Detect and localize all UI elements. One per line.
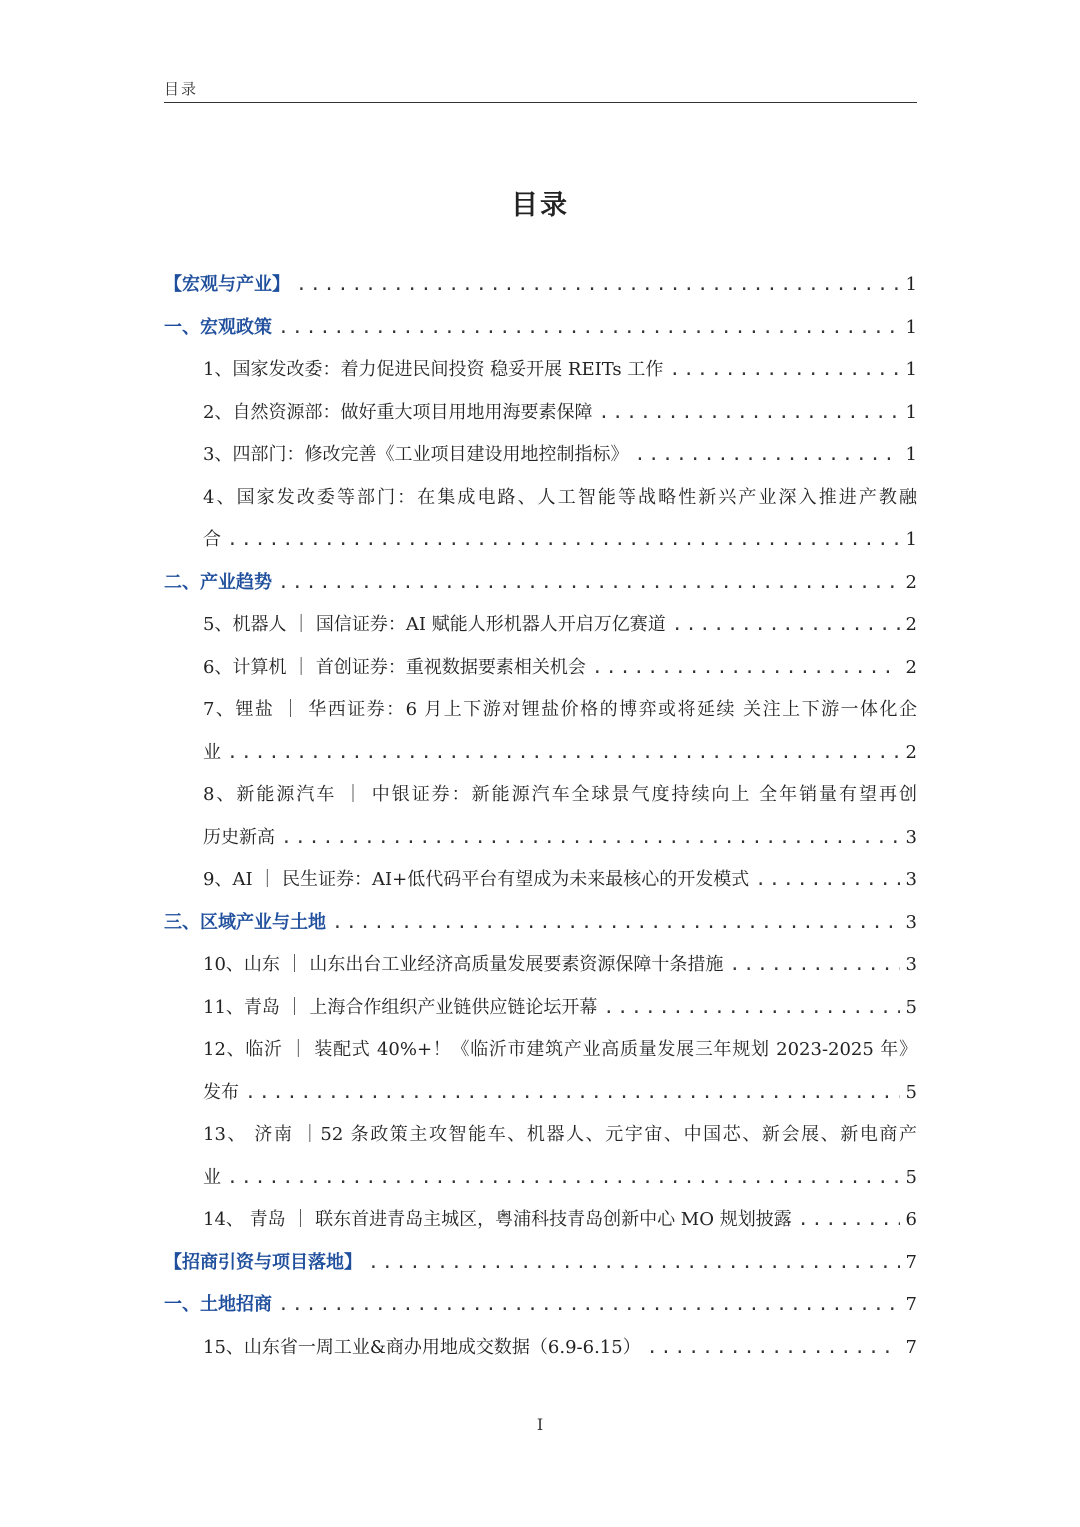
toc-entry[interactable] <box>164 1157 917 1200</box>
toc-page-number: 3 <box>905 869 917 890</box>
toc-entry-title: 1、国家发改委：着力促进民间投资 稳妥开展 REITs 工作 <box>203 359 664 380</box>
toc-page-number: 1 <box>905 316 917 338</box>
toc-entry[interactable] <box>164 519 917 562</box>
toc-dot-leader <box>332 902 900 945</box>
toc-entry[interactable] <box>164 689 917 732</box>
toc-entry-title: 7、锂盐 ｜ 华西证券：6 月上下游对锂盐价格的博弈或将延续 关注上下游一体化企 <box>203 699 917 720</box>
toc-page-number: 7 <box>905 1336 917 1358</box>
toc-entry-title: 业 <box>203 741 221 763</box>
toc-dot-leader <box>798 1199 900 1242</box>
toc-page-number: 7 <box>905 1294 917 1315</box>
toc-entry[interactable] <box>164 434 917 477</box>
toc-entry-title: 8、新能源汽车 ｜ 中银证券：新能源汽车全球景气度持续向上 全年销量有望再创 <box>203 784 917 805</box>
toc-entry[interactable] <box>164 859 917 902</box>
toc-entry-title: 三、区域产业与土地 <box>164 911 326 933</box>
toc-page-number: 2 <box>905 571 917 593</box>
toc-entry[interactable] <box>164 1072 917 1115</box>
toc-entry[interactable] <box>164 732 917 775</box>
toc-entry[interactable] <box>164 604 917 647</box>
toc-dot-leader <box>278 307 900 350</box>
toc-entry-title: 12、临沂 ｜ 装配式 40%+！《临沂市建筑产业高质量发展三年规划 2023-2025 年》 <box>203 1039 917 1060</box>
toc-page-number: 1 <box>905 274 917 295</box>
page-title: 目录 <box>511 190 569 221</box>
toc-entry[interactable] <box>164 774 917 817</box>
toc-page-number: 1 <box>905 444 917 465</box>
toc-page-number: 3 <box>905 911 917 933</box>
toc-dot-leader <box>634 434 899 477</box>
toc-page-number: 5 <box>905 1166 917 1188</box>
toc-dot-leader <box>669 349 899 392</box>
toc-dot-leader <box>647 1327 900 1370</box>
toc-dot-leader <box>227 732 900 775</box>
toc-entry-title: 发布 <box>203 1081 239 1103</box>
toc-entry[interactable] <box>164 264 917 307</box>
toc-dot-leader <box>368 1242 900 1285</box>
toc-entry[interactable] <box>164 987 917 1030</box>
toc-entry-title: 5、机器人 ｜ 国信证券：AI 赋能人形机器人开启万亿赛道 <box>203 614 666 635</box>
toc-dot-leader <box>278 1284 900 1327</box>
page-number: I <box>536 1415 544 1434</box>
toc-dot-leader <box>227 1157 900 1200</box>
toc-entry-title: 二、产业趋势 <box>164 571 272 593</box>
toc-entry[interactable] <box>164 392 917 435</box>
toc-page-number: 5 <box>905 1081 917 1103</box>
toc-page-number: 6 <box>905 1209 917 1230</box>
toc-page-number: 2 <box>905 741 917 763</box>
toc-entry[interactable] <box>164 1114 917 1157</box>
toc-entry-title: 3、四部门：修改完善《工业项目建设用地控制指标》 <box>203 444 629 465</box>
toc-entry[interactable] <box>164 902 917 945</box>
toc-dot-leader <box>755 859 899 902</box>
toc-dot-leader <box>281 817 900 860</box>
toc-entry[interactable] <box>164 1242 917 1285</box>
toc-entry[interactable] <box>164 647 917 690</box>
toc-page-number: 1 <box>905 529 917 550</box>
toc-entry-title: 【招商引资与项目落地】 <box>164 1251 362 1273</box>
toc-page-number: 2 <box>905 614 917 635</box>
toc-entry-title: 一、宏观政策 <box>164 316 272 338</box>
toc-entry-title: 6、计算机 ｜ 首创证券：重视数据要素相关机会 <box>203 656 586 678</box>
toc-entry-title: 15、山东省一周工业&商办用地成交数据（6.9-6.15） <box>203 1336 641 1358</box>
toc-dot-leader <box>603 987 899 1030</box>
toc-page-number: 3 <box>905 954 917 975</box>
toc-entry[interactable] <box>164 307 917 350</box>
page-header <box>164 78 917 103</box>
toc-entry-title: 历史新高 <box>203 826 275 848</box>
toc-entry-title: 14、 青岛 ｜ 联东首进青岛主城区，粤浦科技青岛创新中心 MO 规划披露 <box>203 1209 792 1230</box>
toc-entry-title: 【宏观与产业】 <box>164 274 290 295</box>
toc-entry-title: 4、国家发改委等部门：在集成电路、人工智能等战略性新兴产业深入推进产教融 <box>203 486 917 508</box>
toc-entry-title: 9、AI ｜ 民生证券：AI+低代码平台有望成为未来最核心的开发模式 <box>203 869 750 890</box>
toc-dot-leader <box>296 264 900 307</box>
toc-dot-leader <box>598 392 899 435</box>
toc-entry-title: 13、 济南 ｜52 条政策主攻智能车、机器人、元宇宙、中国芯、新会展、新电商产 <box>203 1124 917 1145</box>
toc-entry[interactable] <box>164 1199 917 1242</box>
toc-entry[interactable] <box>164 562 917 605</box>
toc-dot-leader <box>672 604 900 647</box>
toc-entry[interactable] <box>164 817 917 860</box>
toc-dot-leader <box>278 562 900 605</box>
toc-page-number: 2 <box>905 656 917 678</box>
toc-dot-leader <box>245 1072 900 1115</box>
toc-entry[interactable] <box>164 1029 917 1072</box>
toc-entry-title: 11、青岛 ｜ 上海合作组织产业链供应链论坛开幕 <box>203 996 598 1018</box>
toc-entry[interactable] <box>164 944 917 987</box>
toc-dot-leader <box>592 647 900 690</box>
toc-entry[interactable] <box>164 1284 917 1327</box>
toc-dot-leader <box>227 519 900 562</box>
toc-entry-title: 一、土地招商 <box>164 1294 272 1315</box>
toc-entry[interactable] <box>164 349 917 392</box>
toc-entry-title: 业 <box>203 1166 221 1188</box>
toc-entry[interactable] <box>164 1327 917 1370</box>
toc-entry[interactable] <box>164 477 917 520</box>
toc-entry-title: 2、自然资源部：做好重大项目用地用海要素保障 <box>203 401 593 423</box>
table-of-contents <box>164 264 917 1369</box>
toc-entry-title: 10、山东 ｜ 山东出台工业经济高质量发展要素资源保障十条措施 <box>203 954 724 975</box>
toc-page-number: 3 <box>905 826 917 848</box>
header-text: 目录 <box>164 80 199 98</box>
toc-dot-leader <box>729 944 899 987</box>
toc-page-number: 1 <box>905 401 917 423</box>
toc-page-number: 1 <box>905 359 917 380</box>
toc-page-number: 7 <box>905 1251 917 1273</box>
toc-page-number: 5 <box>905 996 917 1018</box>
toc-entry-title: 合 <box>203 529 221 550</box>
